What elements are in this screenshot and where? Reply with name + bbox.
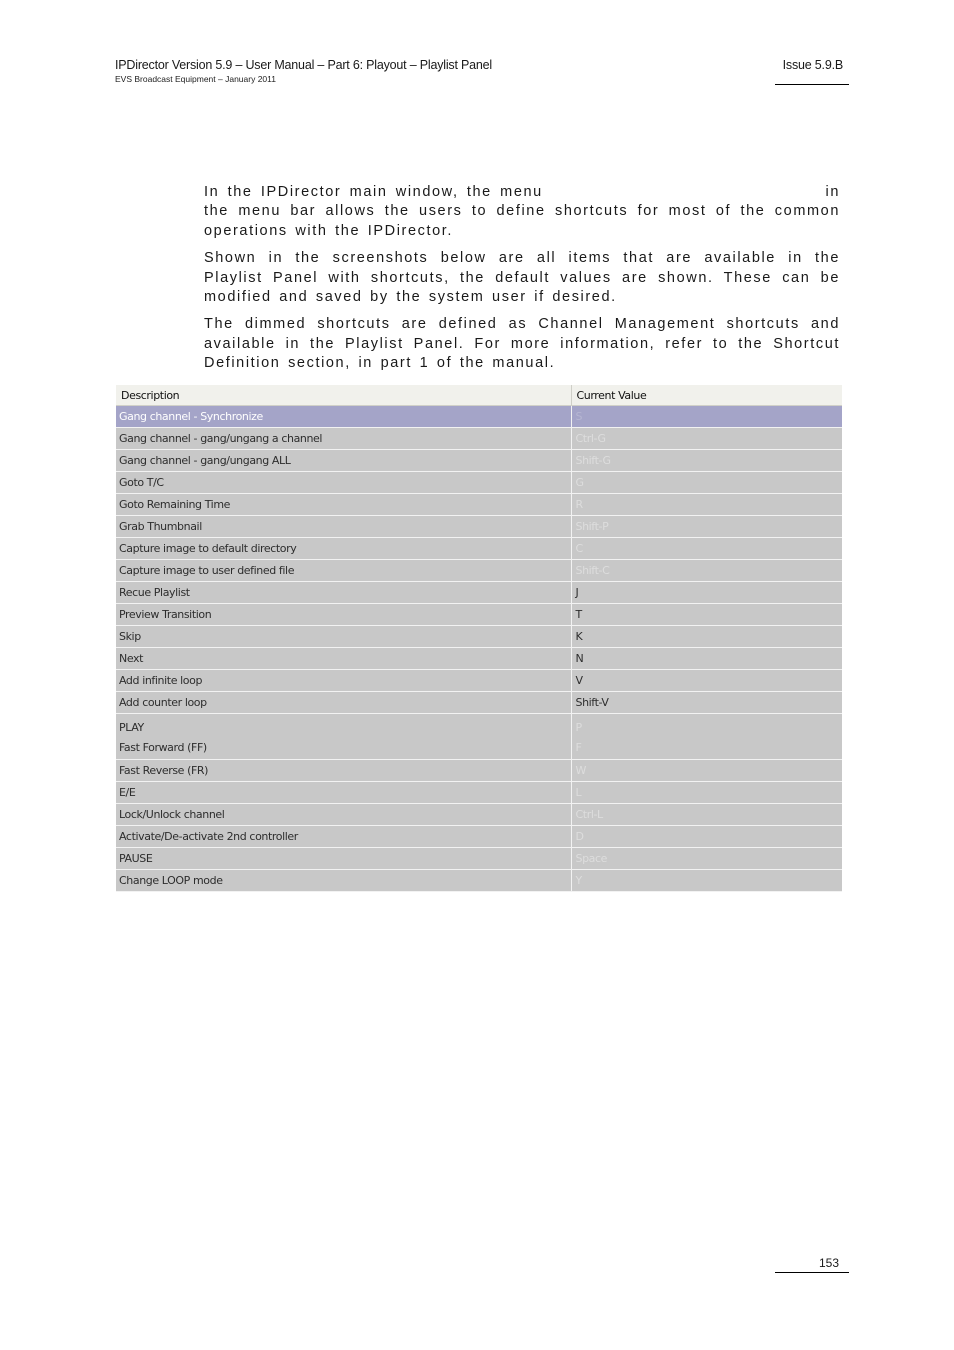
shortcut-value[interactable]	[571, 626, 842, 648]
table-row[interactable]	[116, 870, 842, 892]
shortcut-value[interactable]	[571, 692, 842, 714]
description-text: Gang channel - gang/ungang a channel	[119, 432, 323, 445]
value-text: C	[575, 542, 583, 555]
shortcut-value[interactable]	[571, 782, 842, 804]
shortcut-description	[116, 714, 571, 760]
shortcut-description	[116, 428, 571, 450]
body-text	[204, 183, 848, 382]
paragraph-screenshots: Shown in the screenshots below are all items that are available in the Playlist Panel with shortcuts, the default values are shown. These can be modified and saved by the system user if desired.	[204, 250, 840, 306]
shortcut-value[interactable]	[571, 870, 842, 892]
value-text: W	[575, 764, 586, 777]
description-text: Gang channel - gang/ungang ALL	[119, 454, 291, 467]
footer-rule	[775, 1272, 849, 1273]
shortcut-table	[116, 385, 842, 892]
paragraph-intro: In the IPDirector main window, the menu in the menu bar allows the users to define shortcuts for most of the common operations with the IPDirector.	[204, 184, 848, 239]
description-text: Lock/Unlock channel	[119, 808, 225, 821]
shortcut-value[interactable]	[571, 670, 842, 692]
description-text: Skip	[119, 630, 141, 643]
table-row[interactable]	[116, 516, 842, 538]
shortcut-description	[116, 604, 571, 626]
table-row[interactable]	[116, 692, 842, 714]
description-text: Change LOOP mode	[119, 874, 223, 887]
value-text: Ctrl-G	[575, 432, 606, 445]
value-text: J	[575, 586, 579, 599]
shortcut-table-body	[116, 406, 842, 892]
shortcut-value[interactable]	[571, 826, 842, 848]
table-row[interactable]	[116, 582, 842, 604]
table-row[interactable]	[116, 450, 842, 472]
description-text: Next	[119, 652, 144, 665]
description-text: Grab Thumbnail	[119, 520, 202, 533]
description-text: Fast Forward (FF)	[119, 741, 207, 754]
description-text: Goto T/C	[119, 476, 164, 489]
shortcut-description	[116, 406, 571, 428]
description-text: PAUSE	[119, 852, 153, 865]
table-row[interactable]	[116, 626, 842, 648]
description-text: Capture image to user defined file	[119, 564, 295, 577]
table-row[interactable]	[116, 494, 842, 516]
shortcut-description	[116, 582, 571, 604]
table-row[interactable]	[116, 782, 842, 804]
value-text: Shift-P	[575, 520, 609, 533]
shortcut-value[interactable]	[571, 472, 842, 494]
paragraph-dimmed: The dimmed shortcuts are defined as Channel Management shortcuts and available in the Playlist Panel. For more information, refer to the Shortcut Definition section, in part 1 of the manual.	[204, 316, 840, 372]
shortcut-value[interactable]	[571, 648, 842, 670]
header-rule	[775, 84, 849, 85]
value-text: F	[575, 741, 582, 754]
table-row[interactable]	[116, 538, 842, 560]
shortcut-value[interactable]	[571, 516, 842, 538]
description-text: Add counter loop	[119, 696, 207, 709]
table-row[interactable]	[116, 428, 842, 450]
shortcut-description	[116, 472, 571, 494]
value-text: N	[575, 652, 584, 665]
description-text: PLAY	[119, 721, 144, 734]
column-header-current-value[interactable]: Current Value	[571, 385, 842, 406]
shortcut-value[interactable]	[571, 428, 842, 450]
value-text: R	[575, 498, 583, 511]
value-text: V	[575, 674, 583, 687]
table-row[interactable]	[116, 560, 842, 582]
shortcut-description	[116, 450, 571, 472]
shortcut-description	[116, 538, 571, 560]
table-row[interactable]	[116, 760, 842, 782]
value-text: Shift-C	[575, 564, 610, 577]
shortcut-value[interactable]	[571, 804, 842, 826]
value-text: S	[575, 410, 583, 423]
shortcut-description	[116, 516, 571, 538]
shortcut-description	[116, 648, 571, 670]
value-text: Ctrl-L	[575, 808, 603, 821]
shortcut-value[interactable]	[571, 538, 842, 560]
shortcut-value[interactable]	[571, 406, 842, 428]
value-text: Shift-V	[575, 696, 609, 709]
shortcut-value[interactable]	[571, 450, 842, 472]
shortcut-description	[116, 494, 571, 516]
shortcut-description	[116, 826, 571, 848]
value-text: T	[575, 608, 582, 621]
description-text: E/E	[119, 786, 136, 799]
description-text: Capture image to default directory	[119, 542, 297, 555]
description-text: Gang channel - Synchronize	[119, 410, 263, 423]
shortcut-description	[116, 782, 571, 804]
shortcut-description	[116, 560, 571, 582]
description-text: Goto Remaining Time	[119, 498, 231, 511]
document-subtitle: EVS Broadcast Equipment – January 2011	[115, 74, 276, 84]
description-text: Fast Reverse (FR)	[119, 764, 209, 777]
issue-label: Issue 5.9.B	[782, 58, 843, 72]
value-text: G	[575, 476, 584, 489]
column-header-description[interactable]: Description	[116, 385, 571, 406]
shortcut-value[interactable]	[571, 560, 842, 582]
shortcut-value[interactable]	[571, 494, 842, 516]
shortcut-value[interactable]	[571, 604, 842, 626]
shortcut-description	[116, 670, 571, 692]
table-row[interactable]	[116, 472, 842, 494]
value-text: K	[575, 630, 583, 643]
description-text: Preview Transition	[119, 608, 212, 621]
value-text: L	[575, 786, 582, 799]
value-text: D	[575, 830, 584, 843]
table-row[interactable]	[116, 826, 842, 848]
shortcut-value[interactable]	[571, 714, 842, 760]
description-text: Add infinite loop	[119, 674, 203, 687]
shortcut-value[interactable]	[571, 760, 842, 782]
page-number: 153	[818, 1256, 839, 1270]
table-row[interactable]	[116, 406, 842, 428]
description-text: Recue Playlist	[119, 586, 190, 599]
value-text: Y	[575, 874, 582, 887]
shortcut-description	[116, 692, 571, 714]
shortcut-value[interactable]	[571, 848, 842, 870]
table-row[interactable]	[116, 670, 842, 692]
value-text: Space	[575, 852, 608, 865]
shortcut-description	[116, 848, 571, 870]
shortcut-description	[116, 870, 571, 892]
table-row[interactable]	[116, 648, 842, 670]
shortcut-description	[116, 626, 571, 648]
value-text: Shift-G	[575, 454, 611, 467]
table-row[interactable]	[116, 604, 842, 626]
document-title: IPDirector Version 5.9 – User Manual – Part 6: Playout – Playlist Panel	[115, 58, 492, 72]
table-header-row	[116, 385, 842, 406]
shortcut-description	[116, 760, 571, 782]
table-row[interactable]	[116, 848, 842, 870]
shortcut-description	[116, 804, 571, 826]
description-text: Activate/De-activate 2nd controller	[119, 830, 298, 843]
value-text: P	[575, 721, 582, 734]
table-row[interactable]	[116, 804, 842, 826]
table-row[interactable]	[116, 714, 842, 760]
shortcut-value[interactable]	[571, 582, 842, 604]
